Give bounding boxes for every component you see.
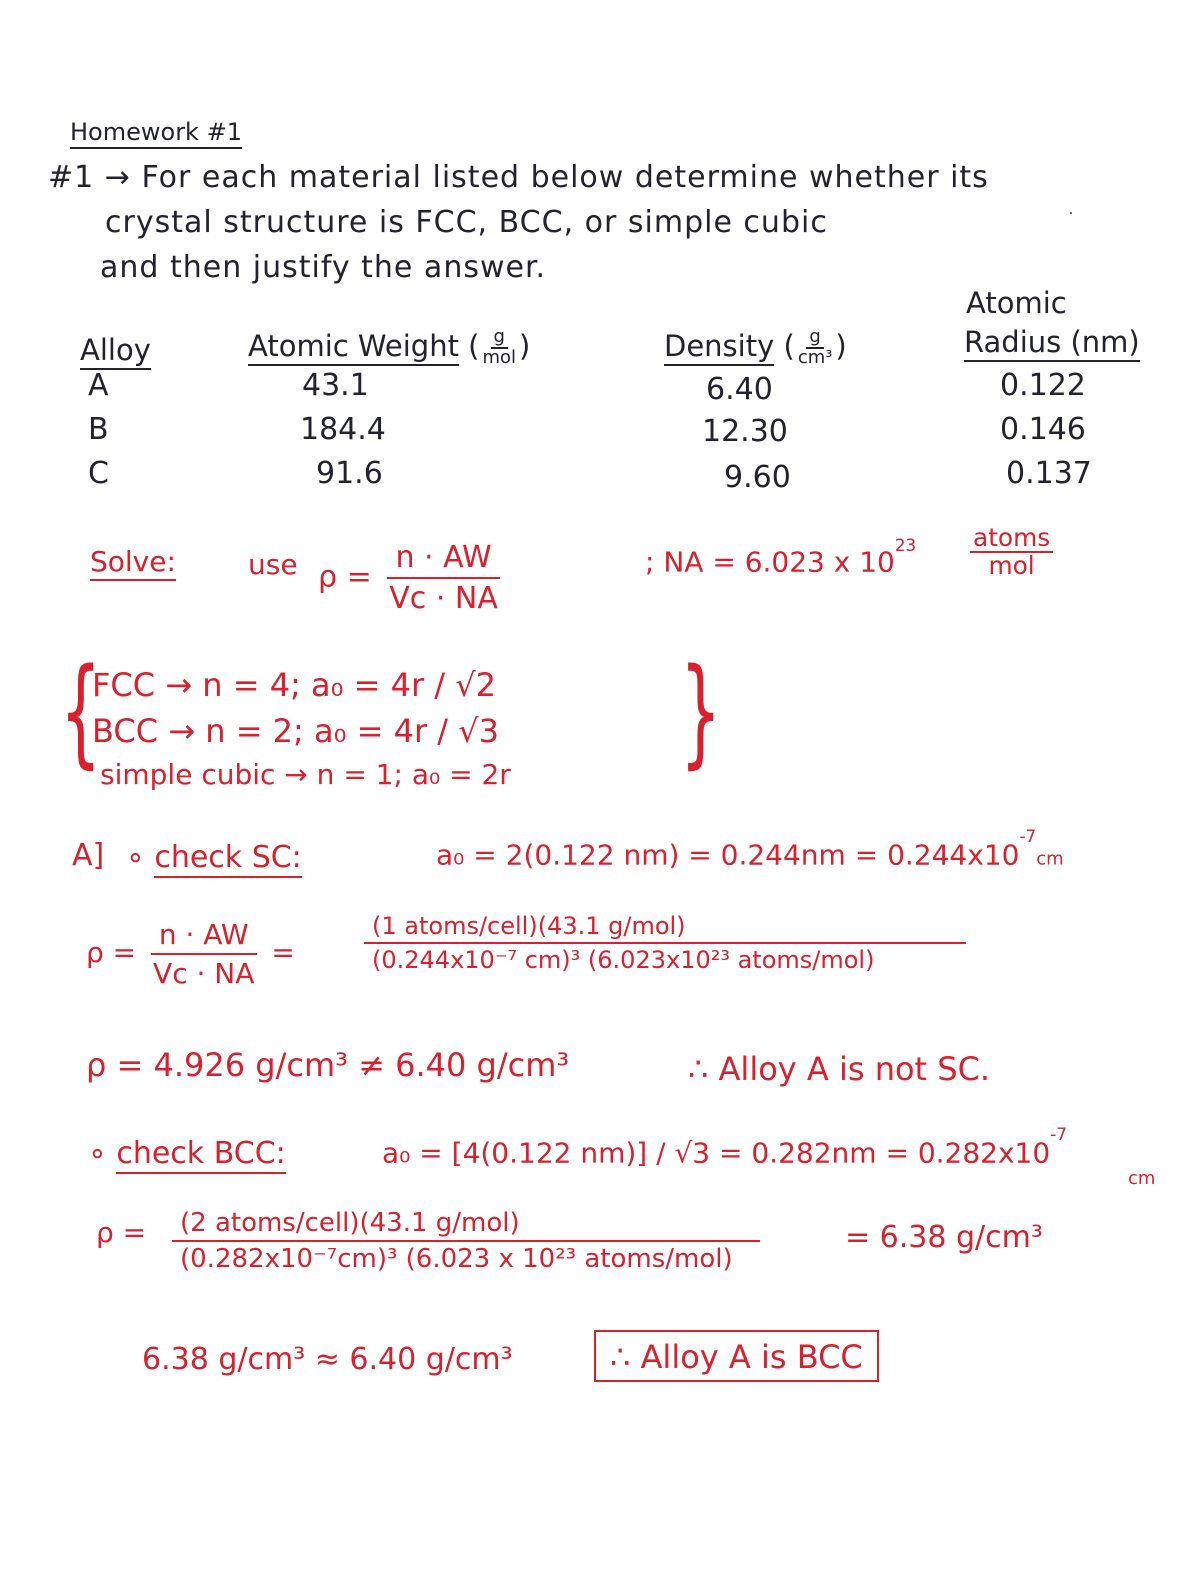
right-brace: } <box>680 642 722 780</box>
sc-density-substituted: $\frac{\text{(1 atoms/cell)(43.1 g/mol)}}{\text{(0.244x10⁻⁷ cm)³ (6.023x10²³ atoms/mol)}}$ <box>364 912 966 974</box>
sc-lattice-equation: a₀ = 2(0.122 $nm) = 0.244nm = 0.244x10^{-7}cm$ <box>436 826 1064 872</box>
case-simple-cubic: simple cubic → n = 1; a₀ = 2r <box>100 758 511 791</box>
row-a-alloy: A <box>88 368 109 403</box>
bcc-lattice-equation: a₀ = [4(0.122 $nm)] / √3 = 0.282nm = 0.282x10^{-7}$ <box>382 1124 1067 1170</box>
check-sc-label: ∘ check SC: <box>126 840 302 875</box>
avogadro-number: ; NA = 6.023 x $10^{23}$ <box>645 535 917 579</box>
row-c-alloy: C <box>88 456 109 491</box>
density-comparison: 6.38 g/cm³ ≈ 6.40 g/cm³ <box>142 1342 513 1377</box>
header-density: Density ( $\frac{g}{\text{cm³}}$ ) <box>664 326 847 368</box>
row-c-density: 9.60 <box>724 460 791 495</box>
page-title: Homework #1 <box>70 118 242 146</box>
sc-conclusion: ∴ Alloy A is not SC. <box>688 1050 991 1088</box>
avogadro-unit: $\frac{\text{atoms}}{\text{mol}}$ <box>970 525 1053 579</box>
case-bcc: BCC → n = 2; a₀ = 4r / √3 <box>92 712 499 750</box>
header-radius-line2: Radius (nm) <box>964 325 1140 359</box>
stray-mark <box>1070 212 1072 214</box>
use-label: use <box>248 548 298 581</box>
row-b-density: 12.30 <box>702 414 788 449</box>
row-b-weight: 184.4 <box>300 412 386 447</box>
final-answer-box: ∴ Alloy A is BCC <box>594 1330 879 1382</box>
bcc-lattice-unit: cm <box>1128 1168 1156 1189</box>
row-b-alloy: B <box>88 412 109 447</box>
row-c-radius: 0.137 <box>1006 456 1092 491</box>
row-a-weight: 43.1 <box>302 368 369 403</box>
question-line-1: #1 → For each material listed below determine whether its <box>48 160 989 195</box>
check-bcc-label: ∘ check BCC: <box>88 1136 286 1171</box>
density-formula: ρ = $\frac{n \cdot AW}{Vc \cdot NA}$ <box>318 540 498 616</box>
left-brace: { <box>60 642 102 780</box>
question-line-2: crystal structure is FCC, BCC, or simple cubic <box>105 205 828 240</box>
header-atomic-weight: Atomic Weight ( $\frac{g}{\text{mol}}$ ) <box>248 326 531 368</box>
header-alloy: Alloy <box>80 333 151 367</box>
row-b-radius: 0.146 <box>1000 412 1086 447</box>
sc-density-result: ρ = 4.926 g/cm³ ≠ 6.40 g/cm³ <box>86 1046 570 1084</box>
bcc-density-substituted: $\frac{\text{(2 atoms/cell)(43.1 g/mol)}}{\text{(0.282x10⁻⁷cm)³ (6.023 x 10²³ atoms/mol)}}$ <box>172 1208 760 1274</box>
case-fcc: FCC → n = 4; a₀ = 4r / √2 <box>92 666 496 704</box>
part-a-label: A] <box>72 838 105 873</box>
row-a-density: 6.40 <box>706 372 773 407</box>
question-line-3: and then justify the answer. <box>100 250 547 285</box>
bcc-density-result: = 6.38 g/cm³ <box>845 1220 1043 1255</box>
header-radius-line1: Atomic <box>966 286 1067 320</box>
sc-density-general: ρ = $\frac{n \cdot AW}{Vc \cdot NA}$ = <box>86 918 295 990</box>
bcc-rho-symbol: ρ = <box>96 1216 147 1249</box>
row-c-weight: 91.6 <box>316 456 383 491</box>
solve-label: Solve: <box>90 545 176 578</box>
row-a-radius: 0.122 <box>1000 368 1086 403</box>
